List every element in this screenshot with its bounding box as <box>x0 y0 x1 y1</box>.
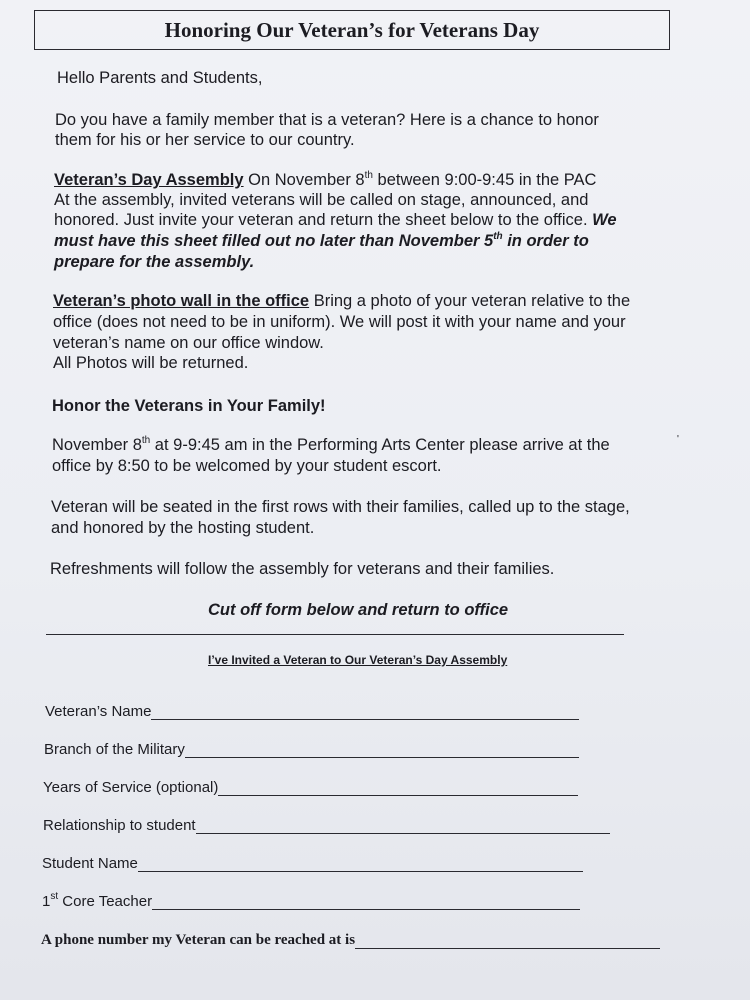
phone-blank[interactable] <box>355 934 660 949</box>
deadline-text: must have this sheet filled out no later than November 5 <box>54 232 494 250</box>
deadline-post: in order to <box>502 232 589 250</box>
schedule-line-1 <box>52 435 610 456</box>
student-name-blank[interactable] <box>138 857 583 872</box>
greeting: Hello Parents and Students, <box>57 69 263 87</box>
branch-label: Branch of the Military <box>44 741 185 758</box>
assembly-line-4 <box>54 231 589 252</box>
seating-line-1: Veteran will be seated in the first rows with their families, called up to the stage, <box>51 498 630 516</box>
honor-heading: Honor the Veterans in Your Family! <box>52 397 326 415</box>
photo-wall-line-2: office (does not need to be in uniform). We will post it with your name and your <box>53 313 626 331</box>
teacher-field[interactable] <box>42 893 580 910</box>
teacher-blank[interactable] <box>152 895 580 910</box>
photo-wall-line-1-text: Bring a photo of your veteran relative to the <box>309 292 631 310</box>
schedule-date-sup: th <box>141 434 151 446</box>
deadline-sup: th <box>493 230 503 242</box>
cut-off-instruction: Cut off form below and return to office <box>208 601 509 619</box>
student-name-field[interactable] <box>42 855 583 872</box>
assembly-heading: Veteran’s Day Assembly <box>54 171 244 189</box>
intro-line-2: them for his or her service to our country. <box>55 131 355 149</box>
teacher-num: 1 <box>42 893 51 910</box>
student-name-label: Student Name <box>42 855 138 872</box>
branch-blank[interactable] <box>185 743 579 758</box>
schedule-line-1-text: at 9-9:45 am in the Performing Arts Center please arrive at the <box>150 436 610 454</box>
branch-field[interactable] <box>44 741 579 758</box>
relationship-field[interactable] <box>43 817 610 834</box>
assembly-date-text: On November 8 <box>243 171 365 189</box>
years-blank[interactable] <box>218 781 578 796</box>
flyer-title: Honoring Our Veteran’s for Veterans Day <box>164 17 540 42</box>
relationship-blank[interactable] <box>196 819 610 834</box>
relationship-label: Relationship to student <box>43 817 196 834</box>
years-label: Years of Service (optional) <box>43 779 219 796</box>
teacher-sup: st <box>50 891 59 902</box>
assembly-line-3 <box>54 210 617 231</box>
photo-wall-line-4: All Photos will be returned. <box>53 354 249 372</box>
photo-wall-heading: Veteran’s photo wall in the office <box>53 292 310 310</box>
assembly-line-3-bold: We <box>592 211 617 229</box>
assembly-time-text: between 9:00-9:45 in the PAC <box>372 171 597 189</box>
assembly-line-2: At the assembly, invited veterans will be called on stage, announced, and <box>54 191 589 209</box>
teacher-rest: Core Teacher <box>58 893 153 910</box>
phone-field[interactable] <box>41 932 660 949</box>
assembly-line-3-text: honored. Just invite your veteran and return the sheet below to the office. <box>54 211 593 229</box>
assembly-date-sup: th <box>364 169 373 181</box>
veteran-name-label: Veteran’s Name <box>45 703 152 720</box>
years-field[interactable] <box>43 779 578 796</box>
veteran-name-blank[interactable] <box>151 705 579 720</box>
assembly-line-5: prepare for the assembly. <box>54 253 255 271</box>
veteran-name-field[interactable] <box>45 703 579 720</box>
photo-wall-line-1 <box>53 291 630 312</box>
refreshments-text: Refreshments will follow the assembly for veterans and their families. <box>50 560 555 578</box>
cut-line <box>46 634 624 635</box>
photo-wall-line-3: veteran’s name on our office window. <box>53 334 324 352</box>
teacher-label <box>42 893 152 910</box>
seating-line-2: and honored by the hosting student. <box>51 519 315 537</box>
schedule-date: November 8 <box>52 436 142 454</box>
flyer-title-box <box>34 10 670 50</box>
stray-mark: ' <box>677 434 679 445</box>
phone-label: A phone number my Veteran can be reached at is <box>41 932 356 948</box>
assembly-line-1 <box>54 170 596 191</box>
schedule-line-2: office by 8:50 to be welcomed by your student escort. <box>52 457 442 475</box>
intro-line-1: Do you have a family member that is a veteran? Here is a chance to honor <box>55 111 599 129</box>
form-title: I’ve Invited a Veteran to Our Veteran’s Day Assembly <box>208 653 508 667</box>
